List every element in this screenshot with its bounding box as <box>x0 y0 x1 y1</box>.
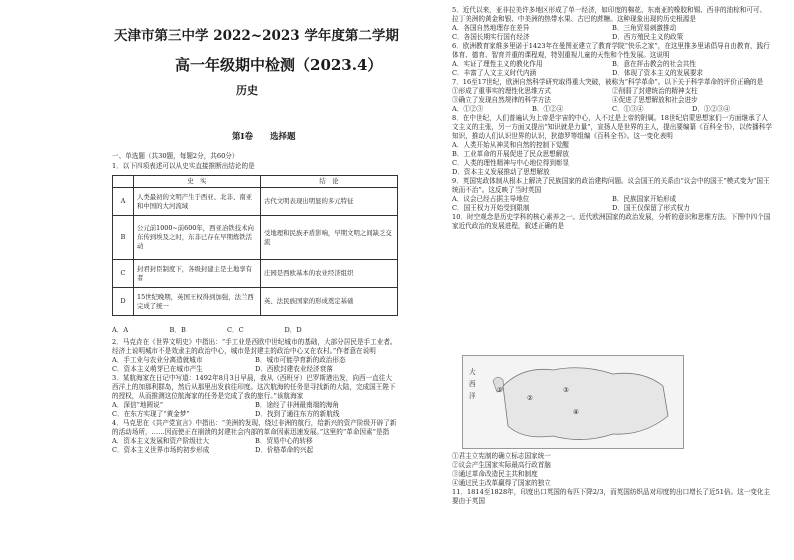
row-letter: D <box>113 288 134 316</box>
row-fact: 公元前1000~前600年，西亚冶铁技术向东传到埃及之时，东非已存在早期炼铁活动 <box>134 216 261 260</box>
map-label: ③ <box>563 386 569 394</box>
q6-stem: 6．欧洲教育家维多里诺于1423年在曼图亚建立了教育学院“快乐之家”，在这里推多里诺倡导自由教育，践行体育、德育、智育并重的课程观，特别重视儿童的天性和个性发展。这说明 <box>452 42 770 59</box>
option: B．意在抨击教会的社会共性 <box>612 60 696 68</box>
q1-table <box>112 175 398 316</box>
option: B．三角贸易刺激推动 <box>612 24 677 32</box>
option: A．深信“地圆说” <box>112 401 164 409</box>
option: B．B <box>169 326 186 334</box>
option: C．资本主义萌芽已在城市产生 <box>112 365 203 373</box>
option: C．C <box>227 326 244 334</box>
row-conclusion: 庄园是西欧基本的农业经济组织 <box>261 260 398 288</box>
option: D．体现了资本主义的发展要求 <box>612 69 704 77</box>
option: C．各国长期实行国有经济 <box>452 33 530 41</box>
map-label: ① <box>497 386 503 394</box>
table-header: 史 实 <box>134 176 261 188</box>
option: A．手工业与农业分离造就城市 <box>112 356 203 364</box>
q11-stem: 11．1814至1828年，印度出口英国的布匹下降2/3，而英国纺织品对印度的出口增长了近51倍。这一变化主要由于英国 <box>452 488 771 505</box>
exam-title: 天津市第三中学 2022~2023 学年度第二学期 <box>114 28 399 44</box>
option: C．在东方实现了“黄金梦” <box>112 410 190 418</box>
option: D．西方殖民主义的政策 <box>612 33 684 41</box>
row-conclusion: 受地理和民族矛盾影响，早期文明之间缺乏交流 <box>261 216 398 260</box>
map-label: ④ <box>573 408 579 416</box>
q5-stem: 5．近代以来，亚非拉美许多地区形成了单一经济，如印度的棉花、东南亚的橡胶和锡、西非的油棕和可可、拉丁美洲的黄金和银、中美洲的热带水果、古巴的蔗糖。这种现象出现的历史根源是 <box>452 6 767 23</box>
q1-options <box>112 326 342 335</box>
q9-stem: 9．英国宪政体制从根本上解决了民族国家的政治建构问题。议会国王的关系由“议会中的国王”模式变为“国王统而不治”。这反映了当时英国 <box>452 177 770 194</box>
q1-stem: 1．以下四项表述可以从史实直接推断出结论的是 <box>112 162 255 170</box>
sub-option: ②议会产生国家实际最高行政首脑 <box>452 461 551 469</box>
option: D．D <box>284 326 302 334</box>
option: C．国王权力开始受到限制 <box>452 204 530 212</box>
row-fact: 15世纪晚期，英国王权得到加强，法兰西完成了统一 <box>134 288 261 316</box>
row-fact: 封君封臣制度下，各级封建主是土地享有者 <box>134 260 261 288</box>
map-label: 大 <box>469 368 476 376</box>
table-header: 结 论 <box>261 176 398 188</box>
section-heading: 一、单选题（共30题，每题2分，共60分） <box>112 152 239 160</box>
option: D．西欧封建农业经济衰落 <box>255 365 333 373</box>
europe-map <box>462 355 684 449</box>
q10-stem: 10．时空观念是历史学科的核心素养之一。近代欧洲国家的政治发展，分析的意识和思维方法。下图中四个国家近代政治的发展进程，叙述正确的是 <box>452 213 771 230</box>
option: D．资本主义发展推动了思想解放 <box>452 168 550 176</box>
option: D．找到了通往东方的新航线 <box>255 410 340 418</box>
q7-stem: 7．16至17世纪，欧洲自然科学研究取得重大突破，被称为“科学革命”。以下关于科学革命的评价正确的是 <box>452 78 764 86</box>
option: B．民族国家开始形成 <box>612 195 677 203</box>
map-label: 洋 <box>469 392 476 400</box>
sub-option: ①君主立宪制的确立标志国家统一 <box>452 452 551 460</box>
option: C．丰富了人文主义时代内涵 <box>452 69 537 77</box>
option: C．①③④ <box>612 105 644 113</box>
option: B．城市可能孕育新的政治形态 <box>255 356 346 364</box>
sub-option: ①形成了重事实的理性化思维方式 <box>452 87 551 95</box>
exam-subtitle: 高一年级期中检测（2023.4） <box>175 56 383 74</box>
option: C．资本主义世界市场的初步形成 <box>112 446 210 454</box>
option: A．资本主义发展和资产阶级壮大 <box>112 437 210 445</box>
q8-stem: 8．在中世纪，人们普遍认为上帝是宇宙的中心，人不过是上帝的附属。18世纪启蒙思想家们一方面继承了人文主义的主张，另一方面又提出“知识就是力量”，宣扬人是世界的主人，提出要编纂《百科全书》，以传播科学知识，推动人们认识世界的认识，狄德罗等组编《百科全书》。这一变化表明 <box>452 114 772 140</box>
volume-heading: 第Ⅰ卷 选择题 <box>232 132 296 142</box>
option: D．①②③④ <box>692 105 731 113</box>
row-letter: B <box>113 216 134 260</box>
option: A．实证了理性主义的教化作用 <box>452 60 543 68</box>
sub-option: ④促进了思想解放和社会进步 <box>612 96 698 104</box>
option: A．人类开始从神灵和自然的控制下觉醒 <box>452 141 569 149</box>
option: A．议会已经占据主导地位 <box>452 195 530 203</box>
option: D．价格革命的兴起 <box>255 446 314 454</box>
option: D．国王仅保留了形式权力 <box>612 204 690 212</box>
option: B．①②④ <box>532 105 564 113</box>
option: A．各国自然地理存在差异 <box>452 24 530 32</box>
option: B．贸易中心的转移 <box>255 437 313 445</box>
q4-stem: 4．马克思在《共产党宣言》中指出：“美洲的发现、绕过非洲的航行，给新兴的资产阶级开辟了新的活动场所，……因而使正在崩溃的封建社会内部的革命因素迅速发展。”这里的“革命因素”是指 <box>112 419 397 436</box>
map-label: ② <box>527 394 533 402</box>
sub-option: ③通过革命改造民主共和制度 <box>452 470 538 478</box>
map-outline <box>463 356 683 448</box>
subject-label: 历史 <box>236 84 258 97</box>
row-conclusion: 古代文明表现出明显的多元特征 <box>261 188 398 216</box>
map-label: 西 <box>469 380 476 388</box>
row-letter: A <box>113 188 134 216</box>
option: B．工业革命的开展促进了民众思想解放 <box>452 150 569 158</box>
sub-option: ②削弱了封建统治的精神支柱 <box>612 87 698 95</box>
option: A．①②③ <box>452 105 484 113</box>
option: A．A <box>112 326 129 334</box>
row-conclusion: 英、法民族国家的形成奠定基础 <box>261 288 398 316</box>
sub-option: ④通过民主改革赢得了国家的独立 <box>452 479 551 487</box>
option: B．途经了非洲最南端的海角 <box>255 401 339 409</box>
table-header <box>113 176 134 188</box>
row-letter: C <box>113 260 134 288</box>
option: C．人类的理性精神与中心地位得到彰显 <box>452 159 570 167</box>
row-fact: 人类最初的文明产生于西亚、北非、南亚和中国的大河流域 <box>134 188 261 216</box>
sub-option: ③确立了发现自然规律的科学方法 <box>452 96 551 104</box>
q3-stem: 3．某航海家在日记中写道：1492年8月3日早晨，我从（西班牙）巴罗斯港出发，向西一直往大西洋上的加那利群岛，然后从那里出发前往印度。这次航海的任务是寻找新的大陆，完成国王陛下的授权，从而推测这位航海家的任务是完成了我的旅行。”该航海家 <box>112 374 396 400</box>
q2-stem: 2．马克垚在《世界文明史》中指出：“手工业是西欧中世纪城市的基础，大部分居民是手工业者。经济上说明城市不是效隶主的政治中心，城市是封建主的政治中心又在农村。”作者意在说明 <box>112 338 397 355</box>
